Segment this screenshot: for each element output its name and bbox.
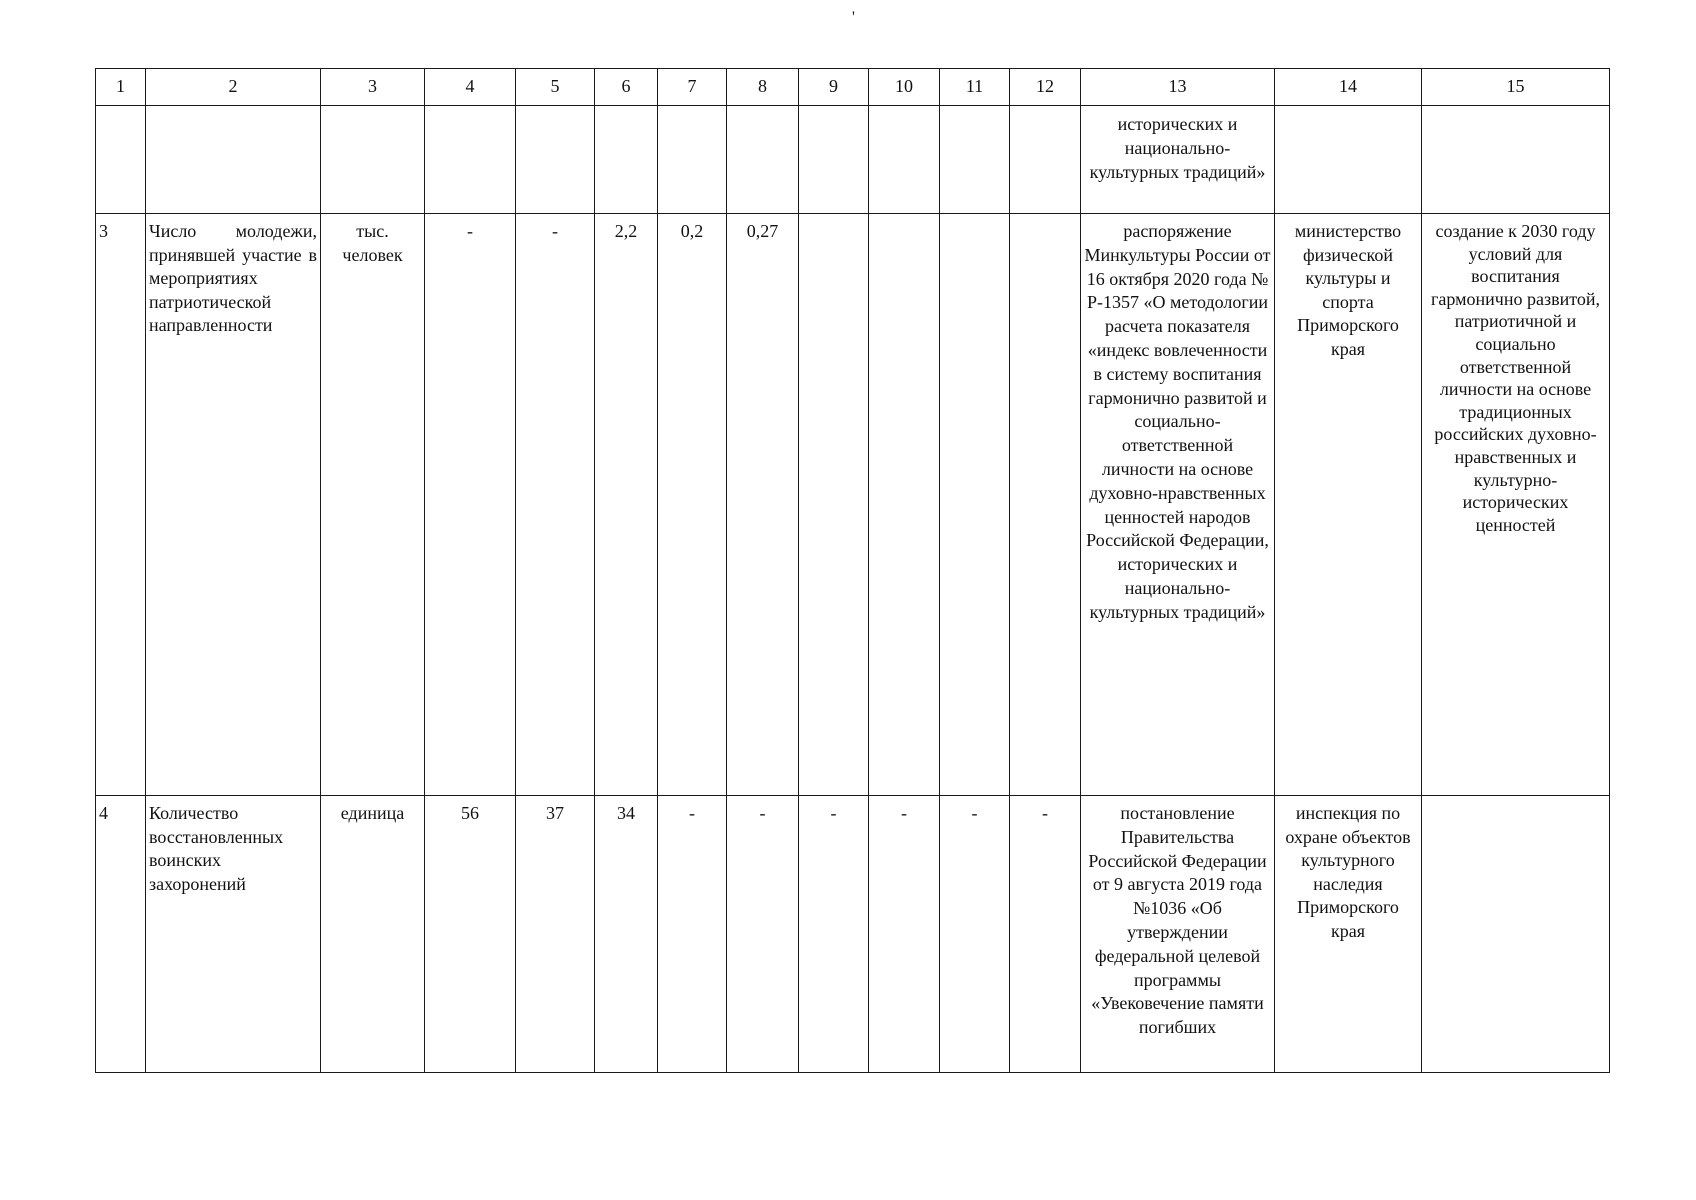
goal xyxy=(1422,796,1610,1073)
value-col-10 xyxy=(869,214,940,796)
unit: тыс. человек xyxy=(321,214,425,796)
responsible-body xyxy=(1275,106,1422,214)
value-col-4 xyxy=(425,106,516,214)
value-col-11 xyxy=(940,214,1010,796)
row-number xyxy=(96,106,146,214)
value-col-5 xyxy=(516,106,595,214)
table-row xyxy=(96,106,1610,214)
value-col-12: - xyxy=(1010,796,1081,1073)
responsible-body: министерство физической культуры и спорта Приморского края xyxy=(1275,214,1422,796)
column-header: 7 xyxy=(658,69,727,106)
value-col-11 xyxy=(940,106,1010,214)
column-header: 9 xyxy=(799,69,869,106)
value-col-6: 2,2 xyxy=(595,214,658,796)
table-row xyxy=(96,796,1610,1073)
value-col-9 xyxy=(799,106,869,214)
regulatory-document: постановление Правительства Российской Федерации от 9 августа 2019 года №1036 «Об утверждении федеральной целевой программы «Увековечение памяти погибших xyxy=(1081,796,1275,1073)
header-row xyxy=(96,69,1610,106)
column-header: 14 xyxy=(1275,69,1422,106)
indicator-name: Число молодежи, принявшей участие в мероприятиях патриотической направленности xyxy=(146,214,321,796)
value-col-8 xyxy=(727,106,799,214)
goal: создание к 2030 году условий для воспитания гармонично развитой, патриотичной и социально ответственной личности на основе традиционных российских духовно-нравственных и культурно-исторических ценностей xyxy=(1422,214,1610,796)
table-row xyxy=(96,214,1610,796)
row-number: 4 xyxy=(96,796,146,1073)
value-col-7: - xyxy=(658,796,727,1073)
value-col-8: - xyxy=(727,796,799,1073)
value-col-6 xyxy=(595,106,658,214)
value-col-4: 56 xyxy=(425,796,516,1073)
value-col-11: - xyxy=(940,796,1010,1073)
column-header: 4 xyxy=(425,69,516,106)
value-col-7: 0,2 xyxy=(658,214,727,796)
value-col-4: - xyxy=(425,214,516,796)
value-col-8: 0,27 xyxy=(727,214,799,796)
value-col-5: - xyxy=(516,214,595,796)
responsible-body: инспекция по охране объектов культурного наследия Приморского края xyxy=(1275,796,1422,1073)
column-header: 8 xyxy=(727,69,799,106)
row-number: 3 xyxy=(96,214,146,796)
indicators-table xyxy=(95,68,1610,1073)
column-header: 1 xyxy=(96,69,146,106)
top-mark: ' xyxy=(852,9,855,26)
value-col-10 xyxy=(869,106,940,214)
value-col-9 xyxy=(799,214,869,796)
regulatory-document: исторических и национально-культурных традиций» xyxy=(1081,106,1275,214)
value-col-12 xyxy=(1010,214,1081,796)
column-header: 11 xyxy=(940,69,1010,106)
column-header: 3 xyxy=(321,69,425,106)
value-col-6: 34 xyxy=(595,796,658,1073)
column-header: 6 xyxy=(595,69,658,106)
unit: единица xyxy=(321,796,425,1073)
value-col-5: 37 xyxy=(516,796,595,1073)
column-header: 13 xyxy=(1081,69,1275,106)
value-col-12 xyxy=(1010,106,1081,214)
indicator-name xyxy=(146,106,321,214)
column-header: 12 xyxy=(1010,69,1081,106)
value-col-7 xyxy=(658,106,727,214)
column-header: 5 xyxy=(516,69,595,106)
value-col-9: - xyxy=(799,796,869,1073)
column-header: 15 xyxy=(1422,69,1610,106)
value-col-10: - xyxy=(869,796,940,1073)
goal xyxy=(1422,106,1610,214)
column-header: 2 xyxy=(146,69,321,106)
regulatory-document: распоряжение Минкультуры России от 16 октября 2020 года № Р-1357 «О методологии расчета показателя «индекс вовлеченности в систему воспитания гармонично развитой и социально-ответственной личности на основе духовно-нравственных ценностей народов Российской Федерации, исторических и национально-культурных традиций» xyxy=(1081,214,1275,796)
unit xyxy=(321,106,425,214)
indicator-name: Количество восстановленных воинских захоронений xyxy=(146,796,321,1073)
column-header: 10 xyxy=(869,69,940,106)
